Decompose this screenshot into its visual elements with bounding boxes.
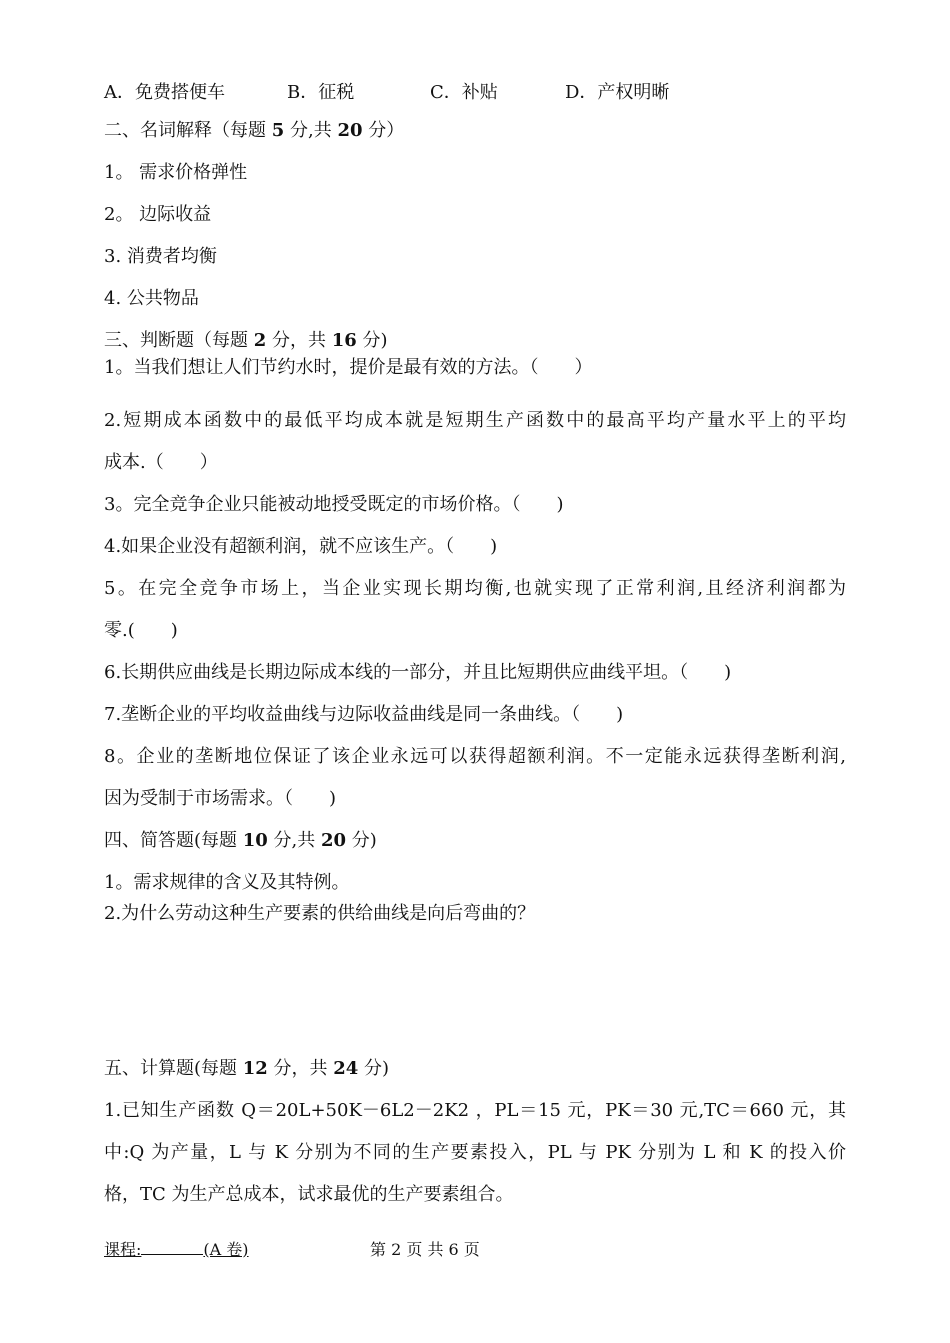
heading-number: 10 <box>242 830 268 851</box>
question-line: 1。需求规律的含义及其特例。 <box>104 872 350 893</box>
heading-number: 2 <box>253 330 267 351</box>
question-line: 中:Q 为产量，L 与 K 分别为不同的生产要素投入，PL 与 PK 分别为 L 和 K 的投入价 <box>104 1142 846 1163</box>
question-line: 8。企业的垄断地位保证了该企业永远可以获得超额利润。不一定能永远获得垄断利润, <box>104 746 846 767</box>
heading-number: 24 <box>333 1058 359 1079</box>
course-label: 课程: <box>104 1240 142 1259</box>
question-line: 7.垄断企业的平均收益曲线与边际收益曲线是同一条曲线。（ ) <box>104 704 624 725</box>
option-b: B．征税 <box>287 82 355 103</box>
question-line: 2.短期成本函数中的最低平均成本就是短期生产函数中的最高平均产量水平上的平均 <box>104 410 846 431</box>
course-blank <box>141 1238 203 1255</box>
page-number: 第 2 页 共 6 页 <box>370 1240 480 1259</box>
term-item: 2。 边际收益 <box>104 204 212 225</box>
question-line: 2.为什么劳动这种生产要素的供给曲线是向后弯曲的？ <box>104 903 536 924</box>
term-item: 3. 消费者均衡 <box>104 246 217 267</box>
heading-number: 20 <box>337 120 363 141</box>
heading-text: 分) <box>356 330 388 351</box>
heading-text: 分） <box>362 120 405 141</box>
heading-number: 5 <box>271 120 285 141</box>
section-2-heading <box>104 120 404 142</box>
heading-text: 五、计算题(每题 <box>104 1058 243 1079</box>
heading-number: 12 <box>242 1058 268 1079</box>
heading-text: 分) <box>346 830 377 851</box>
term-item: 1。 需求价格弹性 <box>104 162 248 183</box>
section-4-heading <box>104 830 377 852</box>
footer-course <box>104 1237 249 1260</box>
heading-text: 四、简答题(每题 <box>104 830 243 851</box>
option-d: D．产权明晰 <box>565 82 670 103</box>
heading-text: 分,共 <box>267 830 321 851</box>
question-line: 1。当我们想让人们节约水时，提价是最有效的方法。（ ） <box>104 357 593 378</box>
heading-text: 分，共 <box>266 330 332 351</box>
question-line: 因为受制于市场需求。（ ) <box>104 788 337 809</box>
question-line: 零.( ) <box>104 620 178 641</box>
section-5-heading <box>104 1058 389 1080</box>
question-line: 4.如果企业没有超额利润，就不应该生产。（ ) <box>104 536 498 557</box>
question-line: 6.长期供应曲线是长期边际成本线的一部分，并且比短期供应曲线平坦。（ ) <box>104 662 732 683</box>
heading-text: 三、判断题（每题 <box>104 330 254 351</box>
paper-label: (A 卷) <box>203 1240 249 1259</box>
heading-text: 分，共 <box>267 1058 334 1079</box>
question-line: 1.已知生产函数 Q＝20L+50K－6L2－2K2 ，PL＝15 元，PK＝30 元,TC＝660 元，其 <box>104 1100 846 1121</box>
heading-number: 16 <box>331 330 357 351</box>
heading-text: 二、名词解释（每题 <box>104 120 272 141</box>
heading-text: 分) <box>358 1058 390 1079</box>
section-3-heading <box>104 330 388 352</box>
question-line: 格，TC 为生产总成本，试求最优的生产要素组合。 <box>104 1184 514 1205</box>
question-line: 成本.（ ） <box>104 452 218 473</box>
heading-text: 分,共 <box>284 120 338 141</box>
option-a: A．免费搭便车 <box>104 82 225 103</box>
option-c: C．补贴 <box>430 82 498 103</box>
heading-number: 20 <box>320 830 347 851</box>
term-item: 4. 公共物品 <box>104 288 199 309</box>
question-line: 3。完全竞争企业只能被动地授受既定的市场价格。（ ) <box>104 494 564 515</box>
question-line: 5。在完全竞争市场上，当企业实现长期均衡,也就实现了正常利润,且经济利润都为 <box>104 578 846 599</box>
